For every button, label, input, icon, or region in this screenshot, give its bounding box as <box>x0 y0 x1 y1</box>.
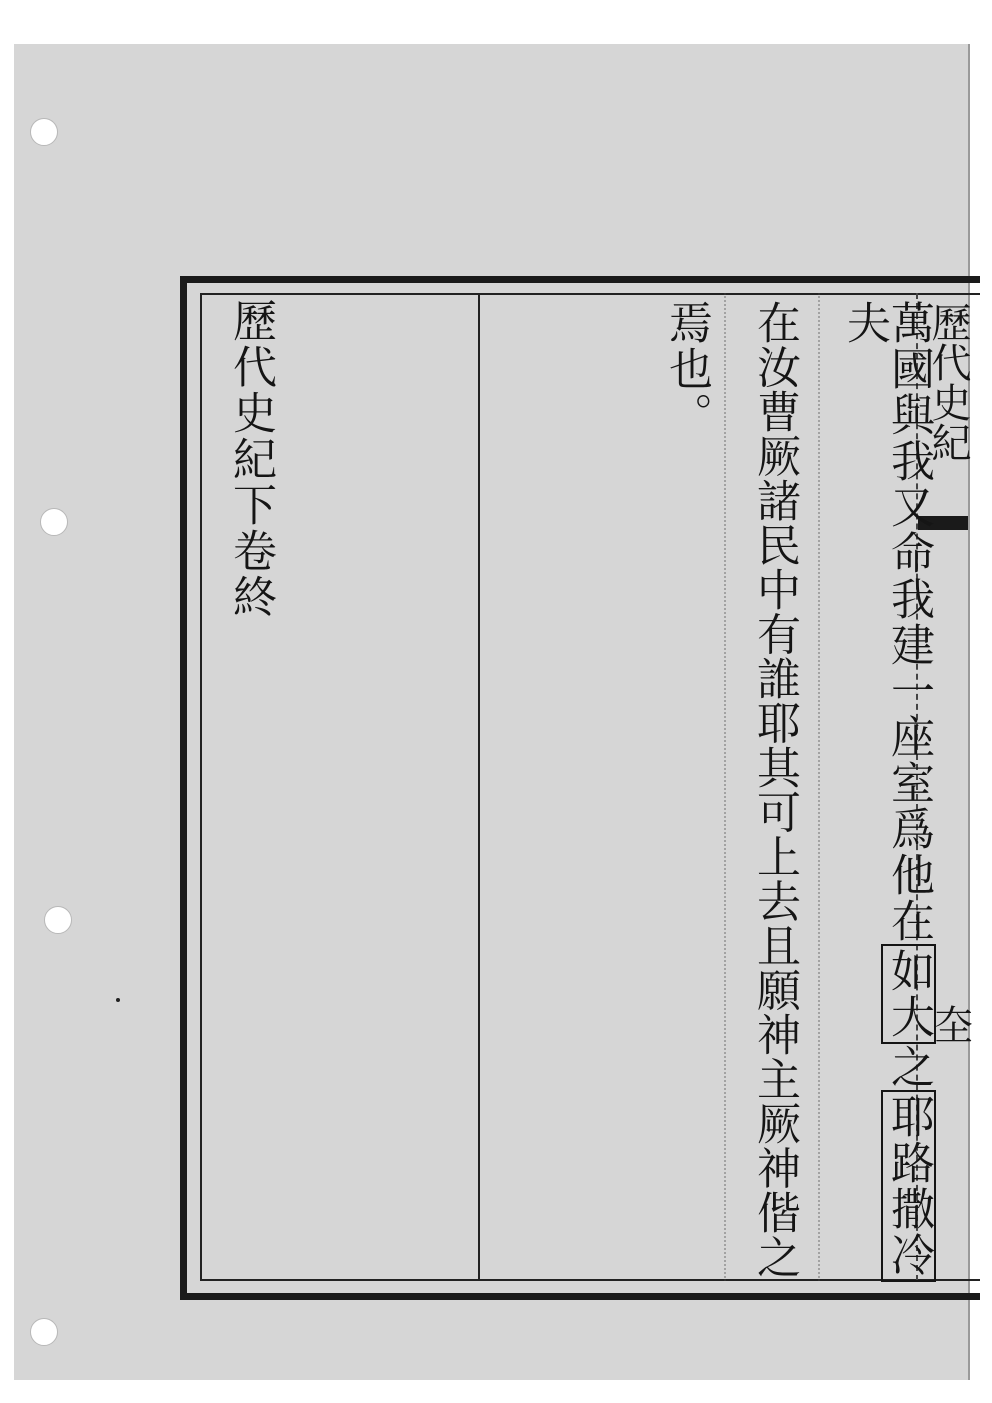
page-number: 圶 <box>927 1004 973 1044</box>
text-column-3: 焉也。 <box>661 300 712 438</box>
text-column-2: 在汝曹厥諸民中有誰耶其可上去且願神主厥神偕之 <box>749 300 800 1279</box>
text-column-1 <box>839 300 934 1300</box>
column-rule-dashed <box>818 293 820 1281</box>
text-run: 之 <box>883 1044 934 1090</box>
margin-title: 歷代史紀 <box>925 302 971 462</box>
ink-speck <box>116 998 120 1002</box>
proper-name-box: 耶路撒冷 <box>881 1090 936 1282</box>
column-rule-dashed <box>724 293 726 1281</box>
punch-hole-icon <box>40 508 68 536</box>
text-run: 萬國與我又命我建一座室爲他在 <box>883 300 934 944</box>
column-rule <box>478 293 480 1281</box>
volume-end-note: 歷代史紀下卷終 <box>225 298 276 620</box>
punch-hole-icon <box>30 118 58 146</box>
text-run: 夫 <box>839 300 890 346</box>
punch-hole-icon <box>30 1318 58 1346</box>
proper-name-box: 如大 <box>881 944 936 1044</box>
punch-hole-icon <box>44 906 72 934</box>
